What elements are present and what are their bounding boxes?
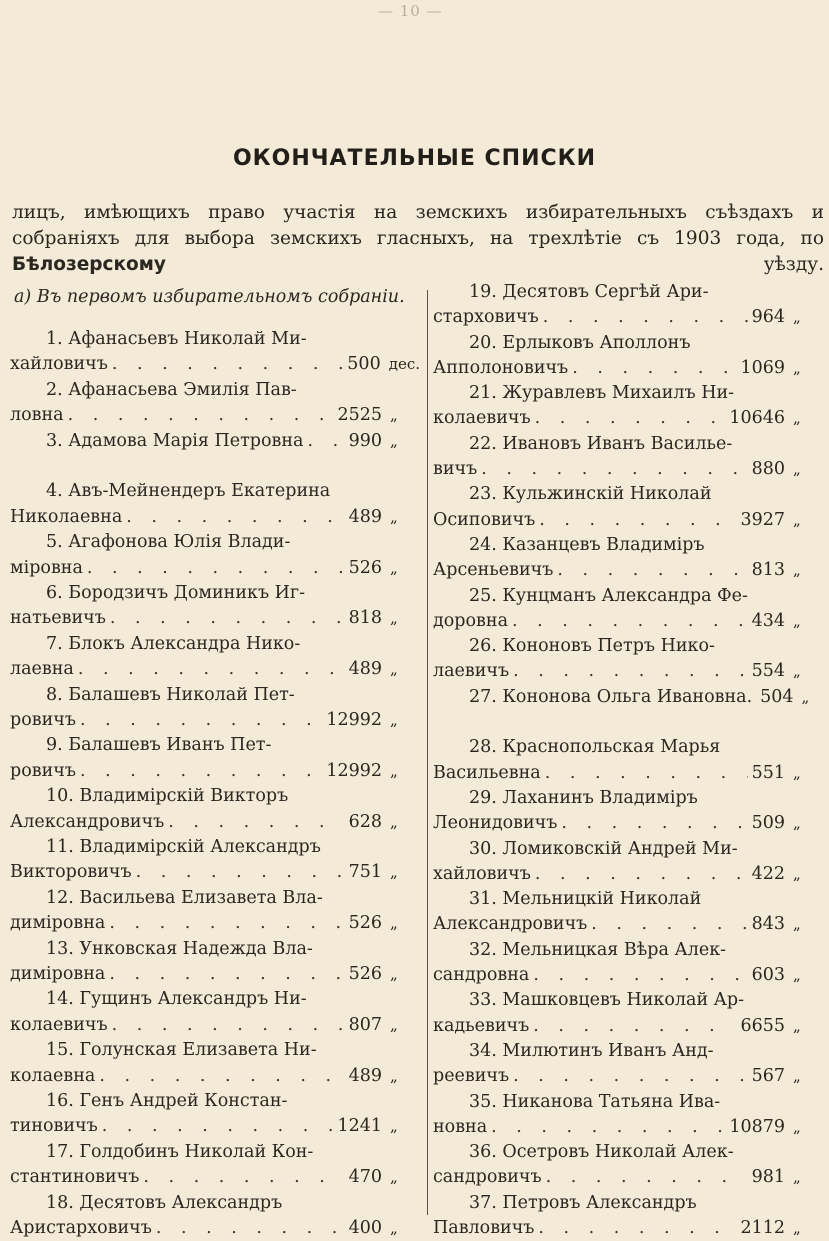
- land-area-value: 807: [348, 1014, 382, 1035]
- unit-mark: „: [793, 308, 801, 327]
- list-entry: [433, 988, 823, 1039]
- land-area-value: 3927: [740, 509, 785, 530]
- land-area-value: 990: [348, 430, 382, 451]
- entry-name-line: 23. Кульжинскій Николай: [469, 484, 712, 505]
- list-entry: [433, 786, 823, 837]
- entry-value-line: [10, 606, 420, 631]
- dot-leader: [542, 1165, 748, 1190]
- list-entry: [433, 1140, 823, 1191]
- land-area-value: 751: [348, 862, 382, 883]
- entry-value-line: [10, 352, 420, 377]
- entry-name-line: 6. Бородзичъ Доминикъ Иг-: [46, 582, 305, 603]
- entry-name-line: 5. Агафонова Юлія Влади-: [46, 532, 291, 553]
- entry-name-line: 14. Гущинъ Александръ Ни-: [46, 989, 307, 1010]
- entry-name-line: 21. Журавлевъ Михаилъ Ни-: [469, 383, 735, 404]
- list-entry: [10, 733, 420, 784]
- land-area-value: 554: [751, 661, 785, 682]
- land-area-value: 526: [348, 913, 382, 934]
- land-area-value: 500: [347, 354, 381, 375]
- unit-mark: „: [793, 814, 801, 833]
- entry-name-continuation: сандровна: [433, 965, 530, 986]
- unit-mark: „: [793, 662, 801, 681]
- unit-mark: „: [793, 1117, 801, 1136]
- dot-leader: [76, 759, 322, 784]
- land-area-value: 12992: [326, 709, 382, 730]
- entry-name-line: 2. Афанасьева Эмилія Пав-: [46, 379, 297, 400]
- entry-value-line: [433, 305, 823, 330]
- entry-value-line: [10, 403, 420, 428]
- list-entry: [433, 331, 823, 382]
- dot-leader: [76, 708, 322, 733]
- dot-leader: [535, 508, 736, 533]
- list-entry: [433, 938, 823, 989]
- entry-name-continuation: колаевна: [10, 1065, 96, 1086]
- land-area-value: 964: [751, 307, 785, 328]
- entry-name-line: 9. Балашевъ Иванъ Пет-: [46, 735, 272, 756]
- dot-leader: [508, 609, 748, 634]
- list-entry: [10, 886, 420, 937]
- dot-leader: [477, 457, 747, 482]
- unit-mark: „: [793, 763, 801, 782]
- entry-name-continuation: вичъ: [433, 459, 478, 480]
- unit-mark: „: [390, 431, 398, 450]
- entry-name-continuation: лаевна: [10, 659, 74, 680]
- list-entry: [10, 479, 420, 530]
- list-entry: [433, 533, 823, 584]
- entry-value-line: [10, 1165, 420, 1190]
- dot-leader: [108, 352, 343, 377]
- entry-name-continuation: Викторовичъ: [10, 862, 132, 883]
- entry-value-line: [10, 810, 420, 835]
- land-area-value: 526: [348, 963, 382, 984]
- intro-line-1: лицъ, имѣющихъ право участія на земскихъ избирательныхъ съѣздахъ и собраніяхъ для: [12, 202, 824, 249]
- entry-name-continuation: старховичъ: [433, 307, 539, 328]
- list-entry: [10, 1140, 420, 1191]
- entry-value-line: [433, 1216, 823, 1241]
- unit-mark: „: [390, 1117, 398, 1136]
- land-area-value: 813: [751, 560, 785, 581]
- entry-name-continuation: натьевичъ: [10, 608, 106, 629]
- entry-value-line: [433, 1115, 823, 1140]
- unit-mark: „: [793, 1067, 801, 1086]
- list-entry: [10, 327, 420, 378]
- entry-value-line: [10, 1114, 420, 1139]
- entry-name-line: 30. Ломиковскій Андрей Ми-: [469, 838, 738, 859]
- dot-leader: [98, 1114, 334, 1139]
- unit-mark: „: [390, 964, 398, 983]
- dot-leader: [303, 429, 344, 454]
- entry-name-continuation: Николаевна: [10, 506, 123, 527]
- entry-value-line: [10, 429, 420, 454]
- unit-mark: „: [390, 406, 398, 425]
- list-entry: [10, 784, 420, 835]
- dot-leader: [122, 505, 344, 530]
- entry-name-continuation: кадьевичъ: [433, 1015, 530, 1036]
- entry-name-continuation: Осиповичъ: [433, 509, 536, 530]
- list-entry: [10, 1191, 420, 1241]
- entry-name-continuation: ровичъ: [10, 709, 76, 730]
- entry-value-line: [10, 962, 420, 987]
- entry-name-continuation: Васильевна: [433, 762, 541, 783]
- land-area-value: 434: [751, 610, 785, 631]
- land-area-value: 1241: [337, 1116, 382, 1137]
- unit-mark: „: [793, 1218, 801, 1237]
- entry-name-line: 28. Краснопольская Марья: [469, 737, 721, 758]
- entry-name-line: 31. Мельницкій Николай: [469, 889, 702, 910]
- entry-name-line: 37. Петровъ Александръ: [469, 1192, 697, 1213]
- entry-value-line: [433, 862, 823, 887]
- unit-mark: „: [793, 966, 801, 985]
- land-area-value: 551: [751, 762, 785, 783]
- entry-value-line: [433, 609, 823, 634]
- entry-name-continuation: ловна: [10, 405, 64, 426]
- entry-value-line: [433, 912, 823, 937]
- land-area-value: 10646: [729, 408, 785, 429]
- dot-leader: [752, 685, 756, 710]
- list-entry: [10, 581, 420, 632]
- list-entry: [433, 685, 823, 736]
- entry-value-line: [10, 1064, 420, 1089]
- unit-mark: „: [793, 611, 801, 630]
- unit-mark: „: [793, 915, 801, 934]
- entry-name-line: 34. Милютинъ Иванъ Анд-: [469, 1040, 714, 1061]
- list-entry: [433, 432, 823, 483]
- list-entry: [10, 632, 420, 683]
- entry-name-line: 24. Казанцевъ Владиміръ: [469, 534, 705, 555]
- entry-name-line: 1. Афанасьевъ Николай Ми-: [46, 329, 307, 349]
- unit-mark: „: [390, 558, 398, 577]
- column-divider: [427, 290, 428, 1215]
- entry-name-continuation: диміровна: [10, 963, 106, 984]
- entry-name-line: 8. Балашевъ Николай Пет-: [46, 684, 295, 705]
- dot-leader: [487, 1115, 725, 1140]
- unit-mark: „: [793, 409, 801, 428]
- entry-name-continuation: Леонидовичъ: [433, 813, 558, 834]
- entry-value-line: [10, 759, 420, 784]
- entry-name-continuation: тиновичъ: [10, 1116, 98, 1137]
- unit-mark: „: [793, 1016, 801, 1035]
- entry-value-line: [433, 963, 823, 988]
- dot-leader: [529, 1014, 736, 1039]
- unit-mark: „: [390, 914, 398, 933]
- entry-value-line: [433, 1165, 823, 1190]
- entry-name-continuation: Апполоновичъ: [433, 357, 569, 378]
- entry-name-continuation: Александровичъ: [433, 914, 588, 935]
- entry-value-line: [433, 457, 823, 482]
- entry-value-line: [10, 1216, 420, 1241]
- entry-value-line: [10, 911, 420, 936]
- entry-name-line: 15. Голунская Елизавета Ни-: [46, 1040, 317, 1061]
- unit-mark: „: [390, 812, 398, 831]
- land-area-value: 489: [348, 659, 382, 680]
- entry-name-line: 17. Голдобинъ Николай Кон-: [46, 1141, 314, 1162]
- entry-name-line: 13. Унковская Надежда Вла-: [46, 938, 313, 959]
- dot-leader: [509, 1064, 747, 1089]
- list-entry: [10, 378, 420, 429]
- land-area-value: 509: [751, 813, 785, 834]
- dot-leader: [95, 1064, 344, 1089]
- dot-leader: [529, 963, 747, 988]
- entry-value-line: [433, 1064, 823, 1089]
- land-area-value: 526: [348, 557, 382, 578]
- entry-name-continuation: доровна: [433, 610, 508, 631]
- entry-name-continuation: 3. Адамова Марія Петровна: [46, 430, 304, 451]
- entry-name-continuation: Арсеньевичъ: [433, 560, 554, 581]
- list-entry: [433, 1191, 823, 1241]
- entry-name-continuation: міровна: [10, 557, 83, 578]
- unit-mark: „: [390, 1218, 398, 1237]
- entry-value-line: [433, 761, 823, 786]
- land-area-value: 843: [751, 914, 785, 935]
- entry-name-line: 18. Десятовъ Александръ: [46, 1192, 283, 1213]
- land-area-value: 489: [348, 506, 382, 527]
- dot-leader: [531, 862, 748, 887]
- entry-name-continuation: хайловичъ: [10, 354, 108, 375]
- entry-name-continuation: ровичъ: [10, 760, 76, 781]
- intro-line-2-start: выбора земскихъ гласныхъ, на трехлѣтіе съ 1903 года, по: [184, 228, 824, 249]
- entry-name-continuation: новна: [433, 1116, 488, 1137]
- unit-mark: „: [390, 1066, 398, 1085]
- entry-name-line: 16. Генъ Андрей Констан-: [46, 1090, 288, 1111]
- entry-name-line: 10. Владимірскій Викторъ: [46, 786, 289, 807]
- entry-value-line: [433, 659, 823, 684]
- entry-value-line: [433, 685, 823, 710]
- list-entry: [10, 937, 420, 988]
- dot-leader: [74, 657, 345, 682]
- dot-leader: [108, 1013, 345, 1038]
- list-entry: [433, 1039, 823, 1090]
- list-entry: [433, 381, 823, 432]
- list-entry: [10, 683, 420, 734]
- unit-mark: „: [793, 358, 801, 377]
- dot-leader: [568, 356, 736, 381]
- list-entry: [10, 429, 420, 480]
- entry-value-line: [10, 505, 420, 530]
- unit-mark: „: [793, 561, 801, 580]
- entry-name-line: 35. Никанова Татьяна Ива-: [469, 1091, 721, 1112]
- unit-mark: „: [793, 1168, 801, 1187]
- land-area-value: 2112: [740, 1217, 785, 1238]
- entry-name-continuation: диміровна: [10, 913, 106, 934]
- dot-leader: [541, 761, 748, 786]
- entry-name-continuation: Аристарховичъ: [10, 1217, 152, 1238]
- dot-leader: [587, 912, 747, 937]
- entry-name-line: 32. Мельницкая Вѣра Алек-: [469, 939, 727, 960]
- entry-value-line: [433, 1014, 823, 1039]
- entry-name-line: 19. Десятовъ Сергѣй Ари-: [469, 282, 709, 302]
- land-area-value: 818: [348, 608, 382, 629]
- intro-line-2-end: уѣзду.: [165, 254, 824, 275]
- dot-leader: [534, 1216, 736, 1241]
- entry-name-line: 26. Кононовъ Петръ Нико-: [469, 636, 715, 657]
- dot-leader: [509, 659, 747, 684]
- land-area-value: 489: [348, 1065, 382, 1086]
- land-area-value: 6655: [740, 1015, 785, 1036]
- list-entry: [433, 584, 823, 635]
- dot-leader: [553, 558, 747, 583]
- list-entry: [433, 837, 823, 888]
- entry-name-continuation: Александровичъ: [10, 811, 165, 832]
- entry-value-line: [433, 406, 823, 431]
- entry-name-continuation: 27. Кононова Ольга Ивановна.: [469, 686, 753, 707]
- entry-value-line: [10, 556, 420, 581]
- land-area-value: 981: [751, 1167, 785, 1188]
- dot-leader: [106, 606, 345, 631]
- entry-name-line: 11. Владимірскій Александръ: [46, 836, 321, 857]
- list-entry: [433, 482, 823, 533]
- entry-value-line: [10, 708, 420, 733]
- entry-name-line: 20. Ерлыковъ Аполлонъ: [469, 332, 691, 353]
- entry-name-continuation: Павловичъ: [433, 1217, 535, 1238]
- list-entry: [433, 887, 823, 938]
- land-area-value: 880: [751, 459, 785, 480]
- land-area-value: 12992: [326, 760, 382, 781]
- entry-name-continuation: колаевичъ: [433, 408, 531, 429]
- list-entry: [433, 735, 823, 786]
- land-area-value: 567: [751, 1066, 785, 1087]
- unit-mark: „: [390, 507, 398, 526]
- intro-district-name: Бѣлозерскому: [12, 254, 166, 275]
- entry-value-line: [10, 657, 420, 682]
- entry-value-line: [433, 356, 823, 381]
- list-entry: [10, 835, 420, 886]
- list-entry: [433, 280, 823, 331]
- land-area-value: 422: [751, 863, 785, 884]
- unit-mark: „: [390, 660, 398, 679]
- unit-mark: „: [793, 864, 801, 883]
- list-entry: [10, 1038, 420, 1089]
- unit-mark: „: [390, 1168, 398, 1187]
- unit-mark: „: [793, 510, 801, 529]
- unit-mark: „: [390, 1015, 398, 1034]
- land-area-value: 603: [751, 965, 785, 986]
- dot-leader: [152, 1216, 345, 1241]
- dot-leader: [105, 962, 344, 987]
- right-column: [433, 280, 823, 1241]
- entry-value-line: [433, 558, 823, 583]
- dot-leader: [132, 860, 345, 885]
- land-area-value: 470: [348, 1167, 382, 1188]
- list-entry: [433, 634, 823, 685]
- entry-name-continuation: лаевичъ: [433, 661, 510, 682]
- page-title: ОКОНЧАТЕЛЬНЫЕ СПИСКИ: [232, 146, 597, 171]
- entry-name-line: 29. Лаханинъ Владиміръ: [469, 787, 698, 808]
- entry-name-line: 4. Авъ-Мейнендеръ Екатерина: [46, 481, 331, 502]
- dot-leader: [164, 810, 344, 835]
- unit-mark: „: [390, 710, 398, 729]
- unit-mark: „: [801, 687, 810, 706]
- entry-value-line: [433, 811, 823, 836]
- intro-paragraph: [12, 200, 824, 278]
- entry-name-line: 36. Осетровъ Николай Алек-: [469, 1142, 734, 1163]
- list-entry: [10, 530, 420, 581]
- unit-mark: „: [390, 609, 398, 628]
- entry-name-continuation: реевичъ: [433, 1066, 510, 1087]
- dot-leader: [531, 406, 726, 431]
- land-area-value: 400: [348, 1217, 382, 1238]
- land-area-value: 1069: [740, 357, 785, 378]
- entry-value-line: [433, 508, 823, 533]
- list-entry: [433, 1090, 823, 1141]
- unit-mark: дес.: [388, 355, 420, 374]
- section-heading: а) Въ первомъ избирательномъ собраніи.: [14, 287, 405, 307]
- land-area-value: 2525: [337, 405, 382, 426]
- entry-value-line: [10, 1013, 420, 1038]
- list-entry: [10, 987, 420, 1038]
- list-entry: [10, 1089, 420, 1140]
- land-area-value: 628: [348, 811, 382, 832]
- entry-name-line: 22. Ивановъ Иванъ Василье-: [469, 433, 733, 454]
- entry-name-continuation: хайловичъ: [433, 863, 531, 884]
- entry-name-line: 33. Машковцевъ Николай Ар-: [469, 990, 745, 1011]
- dot-leader: [539, 305, 748, 330]
- entry-name-line: 12. Васильева Елизавета Вла-: [46, 887, 323, 908]
- land-area-value: 10879: [729, 1116, 785, 1137]
- entry-name-continuation: сандровичъ: [433, 1167, 542, 1188]
- entry-value-line: [10, 860, 420, 885]
- unit-mark: „: [793, 460, 801, 479]
- entry-name-line: 25. Кунцманъ Александра Фе-: [469, 585, 748, 606]
- unit-mark: „: [390, 863, 398, 882]
- entry-name-continuation: колаевичъ: [10, 1014, 108, 1035]
- left-column: [10, 327, 420, 1241]
- land-area-value: 504: [760, 686, 794, 707]
- dot-leader: [83, 556, 345, 581]
- dot-leader: [105, 911, 344, 936]
- dot-leader: [557, 811, 747, 836]
- page-number: — 10 —: [378, 2, 443, 20]
- dot-leader: [139, 1165, 344, 1190]
- unit-mark: „: [390, 761, 398, 780]
- entry-name-continuation: стантиновичъ: [10, 1167, 140, 1188]
- entry-name-line: 7. Блокъ Александра Нико-: [46, 633, 301, 654]
- dot-leader: [64, 403, 334, 428]
